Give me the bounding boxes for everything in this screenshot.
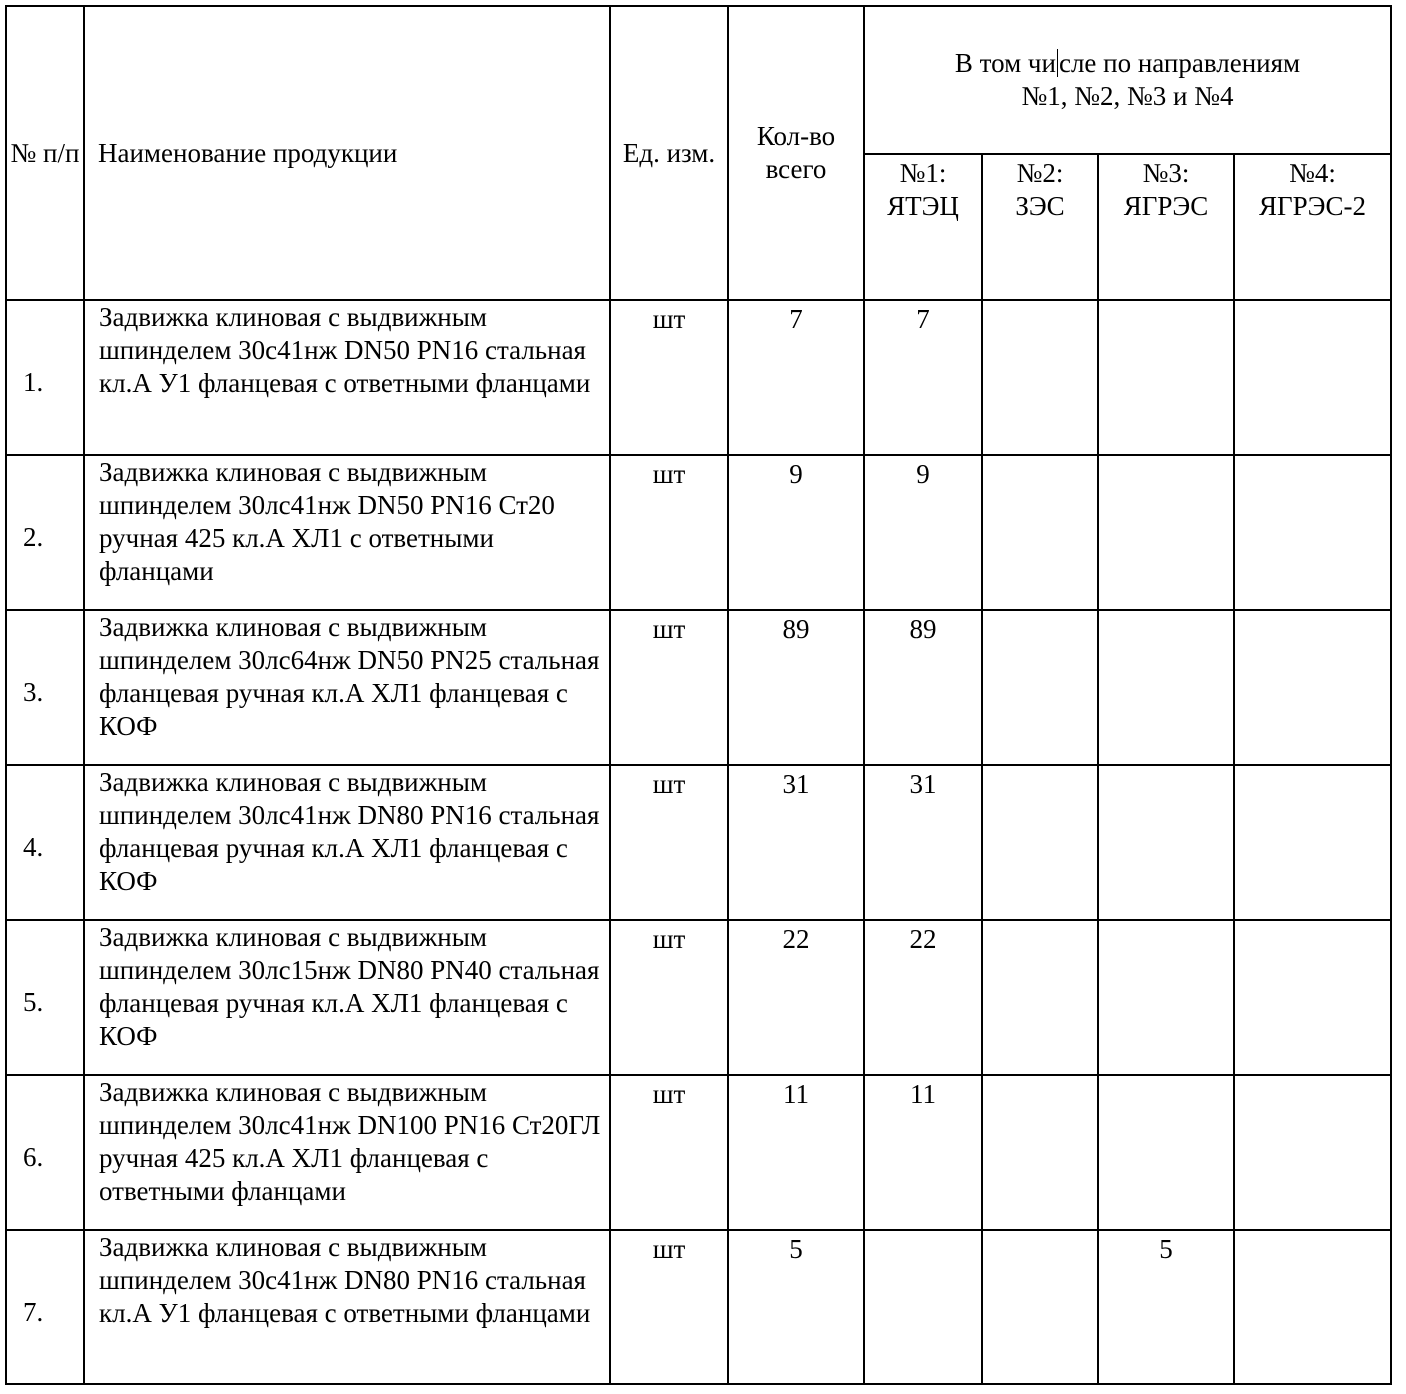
- direction-1-cell: 22: [864, 920, 982, 1075]
- product-name: Задвижка клиновая с выдвижным шпинделем 30с41нж DN50 PN16 стальная кл.А У1 фланцевая с ответными фланцами: [84, 300, 610, 455]
- unit-cell: шт: [610, 1230, 728, 1384]
- header-direction-2: [982, 154, 1098, 300]
- table-row: [6, 455, 1391, 610]
- unit-cell: шт: [610, 1075, 728, 1230]
- direction-2-cell: [982, 1075, 1098, 1230]
- direction-3-cell: [1098, 300, 1234, 455]
- direction-1-cell: 9: [864, 455, 982, 610]
- header-qty-label: Кол-во всего: [756, 121, 836, 184]
- header-group-title-line2: №1, №2, №3 и №4: [1021, 81, 1234, 111]
- qty-cell: 22: [728, 920, 864, 1075]
- row-number: 1.: [6, 300, 84, 455]
- text-cursor: [1057, 49, 1058, 77]
- qty-cell: 31: [728, 765, 864, 920]
- direction-2-cell: [982, 455, 1098, 610]
- header-name: [84, 6, 610, 300]
- product-name: Задвижка клиновая с выдвижным шпинделем 30лс41нж DN100 PN16 Ст20ГЛ ручная 425 кл.А ХЛ1 фланцевая с ответными фланцами: [84, 1075, 610, 1230]
- row-number: 4.: [6, 765, 84, 920]
- product-name: Задвижка клиновая с выдвижным шпинделем 30с41нж DN80 PN16 стальная кл.А У1 фланцевая с ответными фланцами: [84, 1230, 610, 1384]
- direction-4-cell: [1234, 765, 1391, 920]
- row-number: 3.: [6, 610, 84, 765]
- direction-2-cell: [982, 300, 1098, 455]
- row-number: 7.: [6, 1230, 84, 1384]
- table-row: [6, 920, 1391, 1075]
- table-row: [6, 1230, 1391, 1384]
- product-name: Задвижка клиновая с выдвижным шпинделем 30лс64нж DN50 PN25 стальная фланцевая ручная кл.А ХЛ1 фланцевая с КОФ: [84, 610, 610, 765]
- direction-3-cell: 5: [1098, 1230, 1234, 1384]
- direction-1-cell: 89: [864, 610, 982, 765]
- qty-cell: 11: [728, 1075, 864, 1230]
- direction-1-cell: 7: [864, 300, 982, 455]
- header-row-top: [6, 6, 1391, 154]
- direction-1-cell: 11: [864, 1075, 982, 1230]
- header-direction-1: [864, 154, 982, 300]
- direction-name: ЯГРЭС-2: [1259, 191, 1366, 221]
- header-name-label: Наименование продукции: [98, 137, 398, 168]
- header-direction-4: [1234, 154, 1391, 300]
- direction-2-cell: [982, 1230, 1098, 1384]
- table-row: [6, 300, 1391, 455]
- direction-4-cell: [1234, 1075, 1391, 1230]
- direction-4-cell: [1234, 610, 1391, 765]
- direction-3-cell: [1098, 765, 1234, 920]
- header-unit-label: Ед. изм.: [622, 137, 716, 168]
- direction-name: ЯГРЭС: [1123, 191, 1209, 221]
- direction-2-cell: [982, 920, 1098, 1075]
- qty-cell: 5: [728, 1230, 864, 1384]
- header-directions-group: [864, 6, 1391, 154]
- direction-2-cell: [982, 765, 1098, 920]
- direction-3-cell: [1098, 1075, 1234, 1230]
- product-name: Задвижка клиновая с выдвижным шпинделем 30лс41нж DN80 PN16 стальная фланцевая ручная кл.А ХЛ1 фланцевая с КОФ: [84, 765, 610, 920]
- direction-name: ЯТЭЦ: [887, 191, 959, 221]
- table-row: [6, 610, 1391, 765]
- direction-4-cell: [1234, 920, 1391, 1075]
- direction-4-cell: [1234, 300, 1391, 455]
- header-group-title-b: сле по направлениям: [1058, 48, 1301, 78]
- unit-cell: шт: [610, 920, 728, 1075]
- row-number: 2.: [6, 455, 84, 610]
- direction-name: ЗЭС: [1015, 191, 1065, 221]
- header-num: [6, 6, 84, 300]
- qty-cell: 9: [728, 455, 864, 610]
- direction-2-cell: [982, 610, 1098, 765]
- qty-cell: 89: [728, 610, 864, 765]
- header-num-label: № п/п: [10, 137, 80, 168]
- direction-code: №3:: [1142, 158, 1190, 188]
- direction-4-cell: [1234, 455, 1391, 610]
- unit-cell: шт: [610, 455, 728, 610]
- header-qty: [728, 6, 864, 300]
- direction-code: №1:: [899, 158, 947, 188]
- header-direction-3: [1098, 154, 1234, 300]
- direction-3-cell: [1098, 455, 1234, 610]
- row-number: 5.: [6, 920, 84, 1075]
- table-row: [6, 765, 1391, 920]
- header-group-title: [865, 47, 1390, 80]
- direction-3-cell: [1098, 610, 1234, 765]
- direction-3-cell: [1098, 920, 1234, 1075]
- unit-cell: шт: [610, 765, 728, 920]
- direction-code: №4:: [1289, 158, 1336, 188]
- direction-1-cell: [864, 1230, 982, 1384]
- header-group-title-a: В том чи: [954, 48, 1056, 78]
- table-row: [6, 1075, 1391, 1230]
- header-unit: [610, 6, 728, 300]
- direction-1-cell: 31: [864, 765, 982, 920]
- unit-cell: шт: [610, 300, 728, 455]
- product-name: Задвижка клиновая с выдвижным шпинделем 30лс15нж DN80 PN40 стальная фланцевая ручная кл.А ХЛ1 фланцевая с КОФ: [84, 920, 610, 1075]
- direction-code: №2:: [1016, 158, 1064, 188]
- product-table: [5, 5, 1392, 1385]
- direction-4-cell: [1234, 1230, 1391, 1384]
- qty-cell: 7: [728, 300, 864, 455]
- row-number: 6.: [6, 1075, 84, 1230]
- unit-cell: шт: [610, 610, 728, 765]
- product-name: Задвижка клиновая с выдвижным шпинделем 30лс41нж DN50 PN16 Ст20 ручная 425 кл.А ХЛ1 с ответными фланцами: [84, 455, 610, 610]
